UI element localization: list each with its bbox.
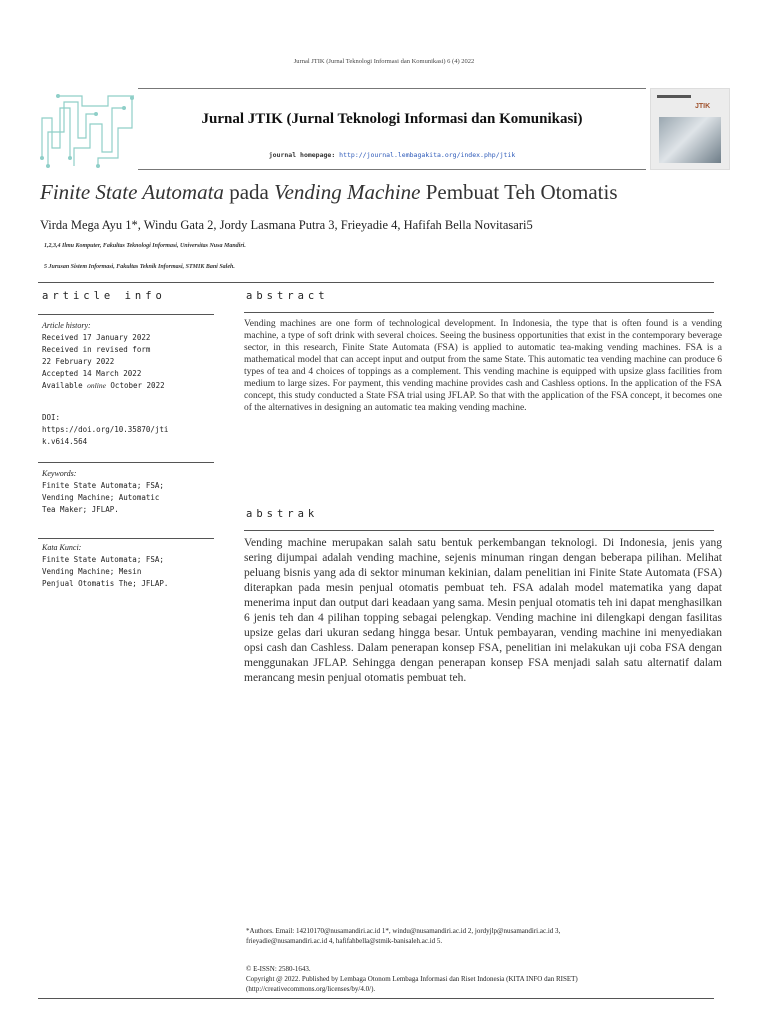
article-history <box>42 320 212 392</box>
divider <box>38 462 214 463</box>
cover-art <box>659 117 721 163</box>
revised-date: 22 February 2022 <box>42 357 115 366</box>
kata-kunci-line: Vending Machine; Mesin <box>42 567 142 576</box>
journal-homepage <box>138 151 646 159</box>
journal-title: Jurnal JTIK (Jurnal Teknologi Informasi dan Komunikasi) <box>201 111 583 127</box>
divider <box>244 312 714 313</box>
keywords-line: Vending Machine; Automatic <box>42 493 160 502</box>
doi-link-cont[interactable]: k.v6i4.564 <box>42 437 88 446</box>
divider <box>38 998 714 999</box>
revised-label: Received in revised form <box>42 345 151 354</box>
journal-masthead <box>138 88 646 170</box>
abstrak-heading: abstrak <box>246 508 319 520</box>
author-emails <box>246 926 716 946</box>
email-line: *Authors. Email: 14210170@nusamandiri.ac.id 1*, windu@nusamandiri.ac.id 2, jordyjlp@nusamandiri.ac.id 3, <box>246 927 561 935</box>
accepted-date: Accepted 14 March 2022 <box>42 369 142 378</box>
abstract-heading: abstract <box>246 290 329 302</box>
journal-logo-icon <box>38 88 138 170</box>
doi-label: DOI: <box>42 413 61 422</box>
keywords-block <box>42 468 212 516</box>
copyright: Copyright @ 2022. Published by Lembaga Otonom Lembaga Informasi dan Riset Indonesia (KITA INFO dan RISET) <box>246 975 578 983</box>
kata-kunci-block <box>42 542 212 590</box>
homepage-label: journal homepage: <box>268 151 336 159</box>
kata-kunci-line: Penjual Otomatis The; JFLAP. <box>42 579 169 588</box>
journal-cover-image <box>650 88 730 170</box>
abstract-text: Vending machines are one form of technological development. In Indonesia, the type that is often found is a vending machine, a type of soft drink with several choices. Seeing the business opportunities that exist in the contemporary beverage sector, in this research, Finite State Automata (FSA) is applied to automatic tea-making vending machines. FSA is a mathematical model that can accept input and output from the same State. This automatic tea vending machine can produce 6 types of tea and 4 choices of toppings as a complement. This vending machine is equipped with upsize glass facilities from medium to large sizes. For payment, this vending machine provides cash and Cashless options. In the application of the FSA concept, this study conducted a State FSA trial using JFLAP. So that with the application of the FSA concept, it becomes one of the alternatives in designing an automatic tea making vending machine. <box>244 319 722 413</box>
abstrak-text: Vending machine merupakan salah satu bentuk perkembangan teknologi. Di Indonesia, jenis yang sering dijumpai adalah vending machine, sejenis minuman ringan dengan beberapa pilihan. Melihat peluang bisnis yang ada di sektor minuman kekinian, dalam penelitian ini Finite State Automata (FSA) diterapkan pada mesin penjual otomatis pembuat teh. FSA adalah model matematika yang dapat menerima input dan output dari keadaan yang sama. Mesin penjual otomatis teh ini dapat menghasilkan 6 jenis teh dan 4 pilihan topping sebagai pelengkap. Vending machine ini dilengkapi dengan fasilitas upsize gelas dari ukuran sedang hingga besar. Untuk pembayaran, vending machine ini menyediakan opsi cash dan Cashless. Dalam penerapan konsep FSA, penelitian ini melakukan uji coba FSA dengan menggunakan JFLAP. Sehingga dengan penerapan konsep FSA menjadi salah satu alternatif dalam merancang mesin penjual otomatis pembuat teh. <box>244 537 722 684</box>
issn: © E-ISSN: 2580-1643. <box>246 965 311 973</box>
paper-title: Finite State Automata pada Vending Machine Pembuat Teh Otomatis <box>40 180 618 204</box>
affiliation-2: 5 Jurusan Sistem Informasi, Fakultas Teknik Informasi, STMIK Bani Saleh. <box>44 264 235 270</box>
keywords-line: Tea Maker; JFLAP. <box>42 505 119 514</box>
email-line: frieyadie@nusamandiri.ac.id 4, hafifahbella@stmik-banisaleh.ac.id 5. <box>246 937 443 945</box>
keywords-label: Keywords: <box>42 469 77 478</box>
divider <box>38 314 214 315</box>
running-head: Jurnal JTIK (Jurnal Teknologi Informasi dan Komunikasi) 6 (4) 2022 <box>293 58 475 65</box>
kata-kunci-line: Finite State Automata; FSA; <box>42 555 164 564</box>
author-list: Virda Mega Ayu 1*, Windu Gata 2, Jordy Lasmana Putra 3, Frieyadie 4, Hafifah Bella Novitasari5 <box>40 218 533 232</box>
available-date: Available online October 2022 <box>42 381 165 390</box>
homepage-link[interactable]: http://journal.lembagakita.org/index.php/jtik <box>339 151 516 159</box>
copyright-block <box>246 964 716 994</box>
license-link[interactable]: (http://creativecommons.org/licenses/by/4.0/). <box>246 985 376 993</box>
affiliation-1: 1,2,3,4 Ilmu Komputer, Fakultas Teknologi Informasi, Universitas Nusa Mandiri. <box>44 243 246 249</box>
kata-kunci-label: Kata Kunci: <box>42 543 82 552</box>
article-info-heading: article info <box>42 290 166 302</box>
doi-block <box>42 412 212 448</box>
divider <box>38 282 714 283</box>
keywords-line: Finite State Automata; FSA; <box>42 481 164 490</box>
history-label: Article history: <box>42 321 91 330</box>
journal-banner <box>38 88 730 170</box>
doi-link[interactable]: https://doi.org/10.35870/jti <box>42 425 169 434</box>
received-date: Received 17 January 2022 <box>42 333 151 342</box>
cover-label: JTIK <box>695 103 711 110</box>
divider <box>38 538 214 539</box>
divider <box>244 530 714 531</box>
